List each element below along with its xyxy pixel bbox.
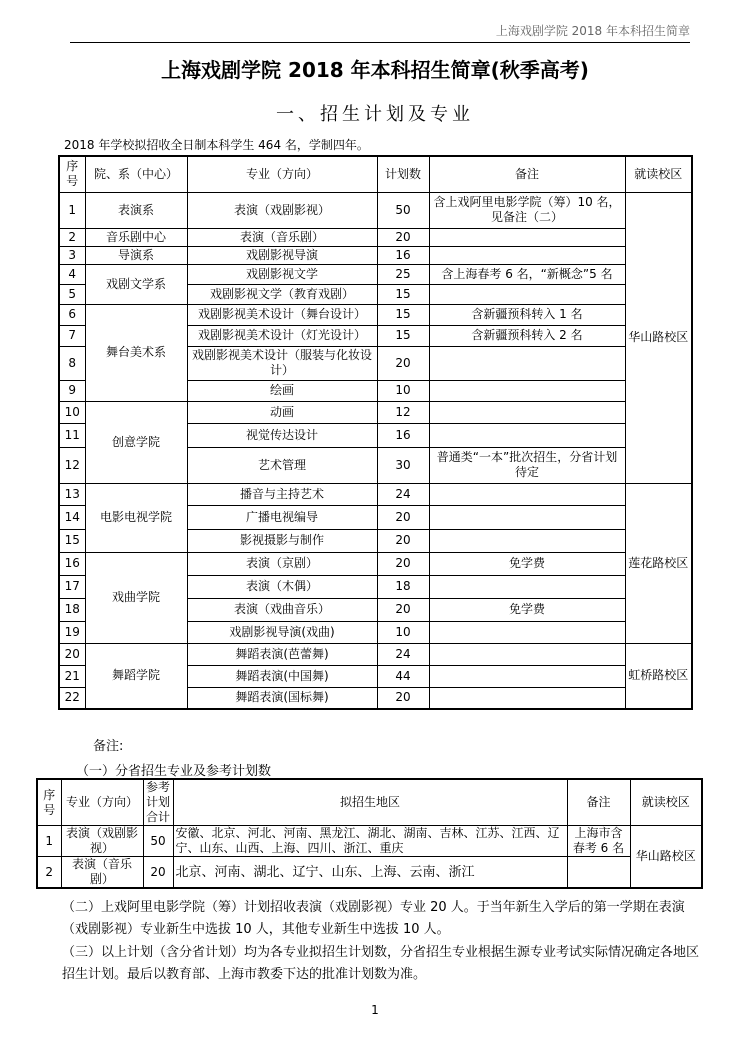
note-cell: [429, 380, 625, 401]
note-cell: [567, 857, 630, 889]
row-number: 8: [59, 346, 85, 380]
major-cell: 戏剧影视导演(戏曲): [187, 621, 377, 643]
campus-cell: 华山路校区: [625, 192, 692, 483]
major-cell: 艺术管理: [187, 447, 377, 483]
dept-cell: 表演系: [85, 192, 187, 228]
plan-cell: 20: [377, 552, 429, 575]
table-row: [37, 826, 702, 857]
major-cell: 戏剧影视美术设计（舞台设计）: [187, 304, 377, 325]
header-cell: 备注: [429, 156, 625, 192]
major-cell: 戏剧影视文学: [187, 264, 377, 284]
plan-cell: 15: [377, 325, 429, 346]
major-cell: 影视摄影与制作: [187, 529, 377, 552]
major-cell: 绘画: [187, 380, 377, 401]
major-cell: 表演（木偶）: [187, 575, 377, 598]
major-cell: 舞蹈表演(中国舞): [187, 665, 377, 687]
table-row: [59, 192, 692, 228]
plan-cell: 30: [377, 447, 429, 483]
plan-cell: 20: [377, 598, 429, 621]
row-number: 19: [59, 621, 85, 643]
campus-cell: 华山路校区: [630, 826, 702, 889]
plan-cell: 20: [377, 228, 429, 246]
plan-cell: 24: [377, 643, 429, 665]
major-cell: 动画: [187, 401, 377, 423]
dept-cell: 创意学院: [85, 401, 187, 483]
plan-cell: 20: [377, 346, 429, 380]
table-header-row: [37, 779, 702, 826]
dept-cell: 舞台美术系: [85, 304, 187, 401]
note-cell: 上海市含春考 6 名: [567, 826, 630, 857]
note-cell: [429, 228, 625, 246]
dept-cell: 戏剧文学系: [85, 264, 187, 304]
plan-cell: 15: [377, 304, 429, 325]
note-cell: [429, 284, 625, 304]
major-cell: 表演（京剧）: [187, 552, 377, 575]
table-header-row: [59, 156, 692, 192]
note-cell: [429, 401, 625, 423]
running-title: 上海戏剧学院 2018 年本科招生简章: [495, 24, 690, 38]
major-cell: 表演（戏曲音乐）: [187, 598, 377, 621]
plan-cell: 12: [377, 401, 429, 423]
row-number: 1: [37, 826, 61, 857]
note-cell: [429, 346, 625, 380]
note-cell: [429, 483, 625, 505]
plan-cell: 15: [377, 284, 429, 304]
table-row: [59, 483, 692, 505]
header-cell: 备注: [567, 779, 630, 826]
note-cell: [429, 529, 625, 552]
major-cell: 舞蹈表演(国标舞): [187, 687, 377, 709]
header-cell: 拟招生地区: [173, 779, 567, 826]
plan-cell: 20: [377, 687, 429, 709]
note-cell: 含上海春考 6 名，“新概念”5 名: [429, 264, 625, 284]
note-cell: [429, 687, 625, 709]
page-title: 上海戏剧学院 2018 年本科招生简章(秋季高考): [161, 58, 589, 82]
provincial-plan-table: [36, 778, 703, 889]
note-cell: [429, 423, 625, 447]
row-number: 10: [59, 401, 85, 423]
header-cell: 专业（方向）: [187, 156, 377, 192]
header-cell: 计划数: [377, 156, 429, 192]
row-number: 2: [37, 857, 61, 889]
row-number: 12: [59, 447, 85, 483]
row-number: 21: [59, 665, 85, 687]
header-cell: 序号: [37, 779, 61, 826]
plan-cell: 10: [377, 621, 429, 643]
note-cell: [429, 643, 625, 665]
major-cell: 表演（音乐剧）: [187, 228, 377, 246]
table-row: [59, 304, 692, 325]
row-number: 14: [59, 505, 85, 529]
note-cell: 含新疆预科转入 2 名: [429, 325, 625, 346]
row-number: 4: [59, 264, 85, 284]
major-cell: 戏剧影视文学（教育戏剧）: [187, 284, 377, 304]
major-cell: 舞蹈表演(芭蕾舞): [187, 643, 377, 665]
campus-cell: 虹桥路校区: [625, 643, 692, 709]
note-cell: [429, 575, 625, 598]
plan-cell: 10: [377, 380, 429, 401]
note-cell: [429, 621, 625, 643]
row-number: 18: [59, 598, 85, 621]
major-cell: 表演（戏剧影视）: [61, 826, 143, 857]
plan-cell: 50: [377, 192, 429, 228]
header-cell: 就读校区: [630, 779, 702, 826]
header-cell: 序号: [59, 156, 85, 192]
plan-cell: 44: [377, 665, 429, 687]
note-cell: [429, 505, 625, 529]
table-row: [59, 246, 692, 264]
regions-cell: 安徽、北京、河北、河南、黑龙江、湖北、湖南、吉林、江苏、江西、辽宁、山东、山西、上海、四川、浙江、重庆: [173, 826, 567, 857]
major-cell: 视觉传达设计: [187, 423, 377, 447]
major-cell: 表演（音乐剧）: [61, 857, 143, 889]
note-cell: [429, 665, 625, 687]
campus-cell: 莲花路校区: [625, 483, 692, 643]
note-cell: 免学费: [429, 552, 625, 575]
plan-cell: 20: [143, 857, 173, 889]
note-cell: 含上戏阿里电影学院（筹）10 名，见备注（二）: [429, 192, 625, 228]
notes-paragraph-2: （二）上戏阿里电影学院（筹）计划招收表演（戏剧影视）专业 20 人。于当年新生入学后的第一学期在表演（戏剧影视）专业新生中选拔 10 人，其他专业新生中选拔 10 人。: [62, 900, 685, 937]
plan-cell: 50: [143, 826, 173, 857]
dept-cell: 舞蹈学院: [85, 643, 187, 709]
table-row: [59, 401, 692, 423]
row-number: 2: [59, 228, 85, 246]
table-row: [59, 264, 692, 284]
plan-cell: 16: [377, 246, 429, 264]
plan-cell: 25: [377, 264, 429, 284]
major-cell: 播音与主持艺术: [187, 483, 377, 505]
notes-section-1: （一）分省招生专业及参考计划数: [76, 764, 272, 779]
plan-cell: 16: [377, 423, 429, 447]
row-number: 6: [59, 304, 85, 325]
section-heading: 一、招生计划及专业: [276, 104, 474, 125]
row-number: 20: [59, 643, 85, 665]
major-cell: 戏剧影视美术设计（灯光设计）: [187, 325, 377, 346]
dept-cell: 电影电视学院: [85, 483, 187, 552]
intro-text: 2018 年学校拟招收全日制本科学生 464 名，学制四年。: [64, 138, 369, 152]
major-cell: 戏剧影视美术设计（服装与化妆设计）: [187, 346, 377, 380]
dept-cell: 音乐剧中心: [85, 228, 187, 246]
dept-cell: 导演系: [85, 246, 187, 264]
table-row: [59, 643, 692, 665]
enrollment-plan-table: [58, 155, 693, 710]
row-number: 9: [59, 380, 85, 401]
note-cell: [429, 246, 625, 264]
row-number: 7: [59, 325, 85, 346]
dept-cell: 戏曲学院: [85, 552, 187, 643]
notes-paragraph-3: （三）以上计划（含分省计划）均为各专业拟招生计划数，分省招生专业根据生源专业考试实际情况确定各地区招生计划。最后以教育部、上海市教委下达的批准计划数为准。: [62, 945, 700, 982]
row-number: 16: [59, 552, 85, 575]
note-cell: 普通类“一本”批次招生，分省计划待定: [429, 447, 625, 483]
regions-cell: 北京、河南、湖北、辽宁、山东、上海、云南、浙江: [173, 857, 567, 889]
plan-cell: 20: [377, 529, 429, 552]
header-cell: 就读校区: [625, 156, 692, 192]
row-number: 3: [59, 246, 85, 264]
running-header: [70, 20, 690, 43]
row-number: 11: [59, 423, 85, 447]
plan-cell: 20: [377, 505, 429, 529]
row-number: 17: [59, 575, 85, 598]
header-cell: 院、系（中心）: [85, 156, 187, 192]
row-number: 1: [59, 192, 85, 228]
major-cell: 戏剧影视导演: [187, 246, 377, 264]
plan-cell: 24: [377, 483, 429, 505]
table-row: [59, 552, 692, 575]
row-number: 15: [59, 529, 85, 552]
page-number: 1: [371, 1003, 379, 1017]
row-number: 13: [59, 483, 85, 505]
table-row: [37, 857, 702, 889]
major-cell: 广播电视编导: [187, 505, 377, 529]
note-cell: 含新疆预科转入 1 名: [429, 304, 625, 325]
notes-label: 备注:: [93, 739, 124, 754]
major-cell: 表演（戏剧影视）: [187, 192, 377, 228]
header-cell: 专业（方向）: [61, 779, 143, 826]
note-cell: 免学费: [429, 598, 625, 621]
row-number: 22: [59, 687, 85, 709]
header-cell: 参考计划合计: [143, 779, 173, 826]
plan-cell: 18: [377, 575, 429, 598]
table-row: [59, 228, 692, 246]
row-number: 5: [59, 284, 85, 304]
